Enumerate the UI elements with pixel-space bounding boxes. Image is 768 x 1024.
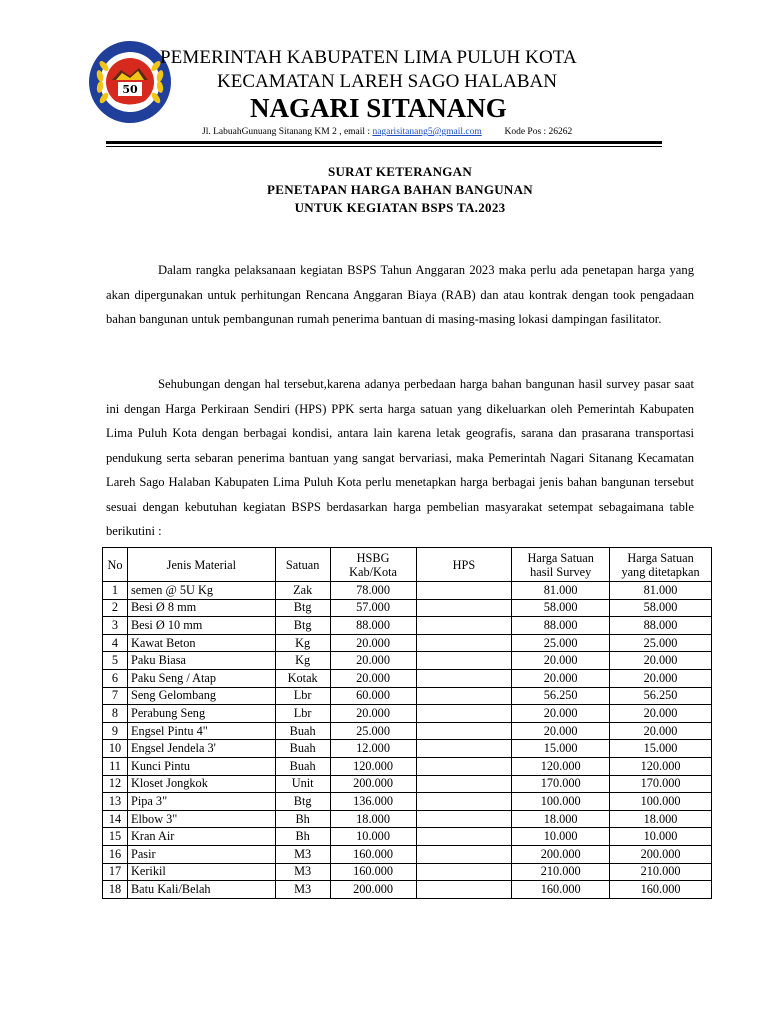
cell-fixed-price: 160.000: [610, 881, 712, 899]
cell-survey-price: 160.000: [512, 881, 610, 899]
cell-survey-price: 18.000: [512, 810, 610, 828]
cell-survey-price: 200.000: [512, 845, 610, 863]
letterhead-rule-thick: [106, 141, 662, 144]
letterhead-nagari: NAGARI SITANANG: [250, 93, 507, 123]
table-row: [103, 722, 712, 740]
table-header-row: [103, 548, 712, 582]
header-hsbg-line2: Kab/Kota: [349, 564, 397, 579]
table-row: [103, 669, 712, 687]
cell-hps: [416, 828, 512, 846]
cell-hsbg: 12.000: [330, 740, 416, 758]
cell-unit: Btg: [275, 617, 330, 635]
cell-unit: Buah: [275, 740, 330, 758]
paragraph-context: Sehubungan dengan hal tersebut,karena adanya perbedaan harga bahan bangunan hasil survey pasar saat ini dengan Harga Perkiraan Sendiri (HPS) PPK serta harga satuan yang dikeluarkan oleh Pemerintah Kabupaten Lima Puluh Kota dengan berbagai kondisi, antara lain karena letak geografis, sarana dan prasarana transportasi pendukung serta sebaran penerima bantuan yang sangat bervariasi, maka Pemerintah Nagari Sitanang Kecamatan Lareh Sago Halaban Kabupaten Lima Puluh Kota perlu menetapkan harga berbagai jenis bahan bangunan tersebut sesuai dengan kebutuhan kegiatan BSPS berdasarkan harga pembelian masyarakat setempat sebagaimana table berikutini :: [106, 377, 694, 538]
cell-material: Paku Seng / Atap: [127, 669, 275, 687]
table-row: [103, 757, 712, 775]
cell-material: Seng Gelombang: [127, 687, 275, 705]
table-row: [103, 881, 712, 899]
table-row: [103, 828, 712, 846]
table-body: [103, 582, 712, 899]
cell-no: 9: [103, 722, 128, 740]
cell-hsbg: 88.000: [330, 617, 416, 635]
cell-fixed-price: 25.000: [610, 634, 712, 652]
cell-material: Batu Kali/Belah: [127, 881, 275, 899]
cell-fixed-price: 88.000: [610, 617, 712, 635]
cell-no: 6: [103, 669, 128, 687]
cell-hsbg: 200.000: [330, 881, 416, 899]
cell-material: Kunci Pintu: [127, 757, 275, 775]
cell-hsbg: 136.000: [330, 793, 416, 811]
cell-survey-price: 170.000: [512, 775, 610, 793]
cell-hsbg: 25.000: [330, 722, 416, 740]
cell-hps: [416, 652, 512, 670]
cell-survey-price: 20.000: [512, 722, 610, 740]
header-survey-line2: hasil Survey: [530, 564, 592, 579]
cell-no: 3: [103, 617, 128, 635]
cell-fixed-price: 81.000: [610, 582, 712, 600]
cell-hsbg: 160.000: [330, 863, 416, 881]
cell-fixed-price: 210.000: [610, 863, 712, 881]
table-row: [103, 845, 712, 863]
address-text: Jl. LabuahGunuang Sitanang KM 2 , email :: [202, 127, 371, 137]
cell-unit: Btg: [275, 793, 330, 811]
table-row: [103, 775, 712, 793]
cell-no: 5: [103, 652, 128, 670]
cell-fixed-price: 20.000: [610, 722, 712, 740]
cell-survey-price: 58.000: [512, 599, 610, 617]
cell-unit: Bh: [275, 828, 330, 846]
cell-no: 16: [103, 845, 128, 863]
cell-survey-price: 10.000: [512, 828, 610, 846]
cell-survey-price: 56.250: [512, 687, 610, 705]
logo-number: 50: [122, 83, 138, 96]
cell-unit: Lbr: [275, 687, 330, 705]
cell-survey-price: 210.000: [512, 863, 610, 881]
cell-hps: [416, 881, 512, 899]
header-survey-line1: Harga Satuan: [527, 550, 594, 565]
cell-unit: Unit: [275, 775, 330, 793]
cell-unit: Kotak: [275, 669, 330, 687]
cell-unit: Lbr: [275, 705, 330, 723]
cell-fixed-price: 20.000: [610, 705, 712, 723]
cell-no: 18: [103, 881, 128, 899]
cell-hps: [416, 740, 512, 758]
cell-no: 15: [103, 828, 128, 846]
cell-hps: [416, 705, 512, 723]
cell-survey-price: 15.000: [512, 740, 610, 758]
cell-material: Besi Ø 10 mm: [127, 617, 275, 635]
table-row: [103, 687, 712, 705]
cell-hps: [416, 617, 512, 635]
cell-hps: [416, 582, 512, 600]
cell-material: Paku Biasa: [127, 652, 275, 670]
header-fixed-price: [610, 548, 712, 582]
table-row: [103, 634, 712, 652]
material-price-table: [102, 547, 712, 899]
document-subtitle: PENETAPAN HARGA BAHAN BANGUNAN: [267, 182, 533, 197]
cell-survey-price: 20.000: [512, 652, 610, 670]
cell-material: Kran Air: [127, 828, 275, 846]
cell-fixed-price: 100.000: [610, 793, 712, 811]
cell-fixed-price: 200.000: [610, 845, 712, 863]
cell-hsbg: 10.000: [330, 828, 416, 846]
letterhead-district: KECAMATAN LAREH SAGO HALABAN: [217, 71, 557, 92]
header-material: Jenis Material: [127, 548, 275, 582]
cell-material: Pipa 3": [127, 793, 275, 811]
cell-no: 8: [103, 705, 128, 723]
header-no: No: [103, 548, 128, 582]
cell-unit: M3: [275, 845, 330, 863]
table-row: [103, 652, 712, 670]
table-row: [103, 810, 712, 828]
cell-hps: [416, 845, 512, 863]
cell-unit: Btg: [275, 599, 330, 617]
cell-no: 12: [103, 775, 128, 793]
cell-hsbg: 200.000: [330, 775, 416, 793]
cell-fixed-price: 170.000: [610, 775, 712, 793]
table-row: [103, 863, 712, 881]
cell-material: Engsel Jendela 3': [127, 740, 275, 758]
cell-material: Pasir: [127, 845, 275, 863]
paragraph-intro: Dalam rangka pelaksanaan kegiatan BSPS Tahun Anggaran 2023 maka perlu ada penetapan harga yang akan dipergunakan untuk perhitungan Rencana Anggaran Biaya (RAB) dan atau kontrak dengan took pengadaan bahan bangunan untuk pembangunan rumah penerima bantuan di masing-masing lokasi dampingan fasilitator.: [106, 263, 694, 326]
cell-material: Elbow 3": [127, 810, 275, 828]
letterhead-government: PEMERINTAH KABUPATEN LIMA PULUH KOTA: [160, 47, 577, 68]
cell-unit: M3: [275, 863, 330, 881]
cell-material: Engsel Pintu 4": [127, 722, 275, 740]
header-hsbg-line1: HSBG: [356, 550, 390, 565]
email-link[interactable]: nagarisitanang5@gmail.com: [372, 127, 482, 137]
cell-fixed-price: 20.000: [610, 652, 712, 670]
table-row: [103, 740, 712, 758]
cell-no: 7: [103, 687, 128, 705]
header-hsbg: [330, 548, 416, 582]
document-subtitle-2: UNTUK KEGIATAN BSPS TA.2023: [294, 200, 506, 215]
cell-hsbg: 78.000: [330, 582, 416, 600]
cell-survey-price: 20.000: [512, 669, 610, 687]
cell-fixed-price: 15.000: [610, 740, 712, 758]
cell-survey-price: 88.000: [512, 617, 610, 635]
table-row: [103, 793, 712, 811]
cell-hsbg: 20.000: [330, 705, 416, 723]
cell-material: Kerikil: [127, 863, 275, 881]
cell-material: Kloset Jongkok: [127, 775, 275, 793]
cell-unit: Zak: [275, 582, 330, 600]
cell-survey-price: 120.000: [512, 757, 610, 775]
cell-unit: Buah: [275, 757, 330, 775]
header-fixed-line1: Harga Satuan: [627, 550, 694, 565]
letterhead-rule-thin: [106, 146, 662, 147]
cell-unit: Bh: [275, 810, 330, 828]
cell-no: 1: [103, 582, 128, 600]
cell-hsbg: 57.000: [330, 599, 416, 617]
cell-hsbg: 20.000: [330, 669, 416, 687]
cell-material: Kawat Beton: [127, 634, 275, 652]
cell-no: 14: [103, 810, 128, 828]
cell-hsbg: 160.000: [330, 845, 416, 863]
cell-fixed-price: 18.000: [610, 810, 712, 828]
cell-hps: [416, 599, 512, 617]
cell-hsbg: 20.000: [330, 652, 416, 670]
cell-hsbg: 20.000: [330, 634, 416, 652]
cell-no: 2: [103, 599, 128, 617]
cell-material: semen @ 5U Kg: [127, 582, 275, 600]
cell-unit: Kg: [275, 634, 330, 652]
cell-survey-price: 100.000: [512, 793, 610, 811]
cell-no: 11: [103, 757, 128, 775]
cell-fixed-price: 56.250: [610, 687, 712, 705]
header-hps: HPS: [416, 548, 512, 582]
cell-hps: [416, 669, 512, 687]
cell-no: 4: [103, 634, 128, 652]
header-unit: Satuan: [275, 548, 330, 582]
cell-material: Perabung Seng: [127, 705, 275, 723]
cell-hps: [416, 757, 512, 775]
cell-fixed-price: 20.000: [610, 669, 712, 687]
postal-code: Kode Pos : 26262: [504, 127, 573, 137]
cell-no: 13: [103, 793, 128, 811]
cell-unit: Buah: [275, 722, 330, 740]
cell-no: 17: [103, 863, 128, 881]
cell-hps: [416, 722, 512, 740]
cell-survey-price: 20.000: [512, 705, 610, 723]
table-row: [103, 599, 712, 617]
cell-hsbg: 60.000: [330, 687, 416, 705]
cell-fixed-price: 10.000: [610, 828, 712, 846]
table-row: [103, 582, 712, 600]
cell-hsbg: 120.000: [330, 757, 416, 775]
cell-fixed-price: 120.000: [610, 757, 712, 775]
cell-no: 10: [103, 740, 128, 758]
cell-survey-price: 25.000: [512, 634, 610, 652]
letterhead-address: [202, 127, 572, 137]
cell-hps: [416, 775, 512, 793]
header-fixed-line2: yang ditetapkan: [621, 564, 700, 579]
table-row: [103, 705, 712, 723]
cell-hps: [416, 793, 512, 811]
cell-material: Besi Ø 8 mm: [127, 599, 275, 617]
cell-unit: M3: [275, 881, 330, 899]
cell-fixed-price: 58.000: [610, 599, 712, 617]
cell-hps: [416, 634, 512, 652]
cell-hps: [416, 863, 512, 881]
header-survey-price: [512, 548, 610, 582]
cell-hps: [416, 687, 512, 705]
document-title: SURAT KETERANGAN: [327, 164, 473, 179]
cell-unit: Kg: [275, 652, 330, 670]
cell-survey-price: 81.000: [512, 582, 610, 600]
cell-hsbg: 18.000: [330, 810, 416, 828]
cell-hps: [416, 810, 512, 828]
table-row: [103, 617, 712, 635]
